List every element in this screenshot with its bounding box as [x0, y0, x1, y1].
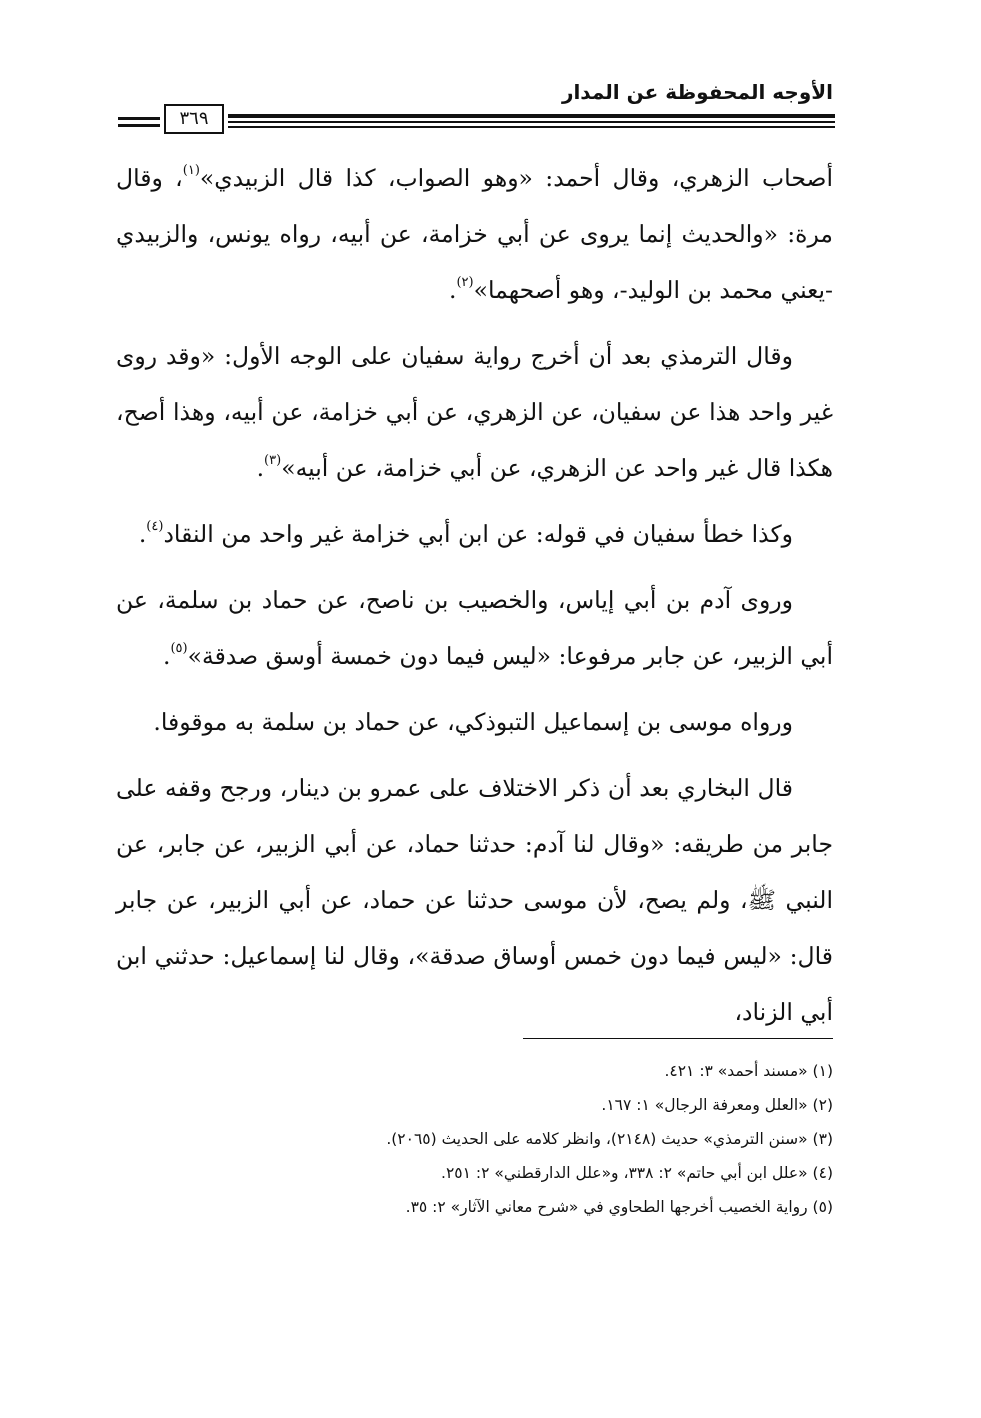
running-title: الأوجه المحفوظة عن المدار — [561, 80, 833, 104]
footnote: (٤) «علل ابن أبي حاتم» ٢: ٣٣٨، و«علل الدارقطني» ٢: ٢٥١. — [441, 1164, 833, 1182]
paragraph — [116, 328, 833, 496]
text-run: وروى آدم بن أبي إياس، والخصيب بن ناصح، عن حماد بن سلمة، عن أبي الزبير، عن جابر مرفوعا: «ليس فيما دون خمسة أوسق صدقة» — [116, 586, 833, 670]
footnote-ref: (٣) — [264, 453, 282, 468]
paragraph — [116, 694, 833, 750]
paragraph — [116, 506, 833, 562]
text-run: أصحاب الزهري، وقال أحمد: «وهو الصواب، كذا قال الزبيدي» — [199, 164, 833, 192]
header-rule — [228, 114, 835, 118]
footnote-separator — [523, 1038, 833, 1039]
text-run: . — [448, 276, 457, 304]
header-rule-thin — [228, 126, 835, 128]
text-run: ، وقال مرة: «والحديث إنما يروى عن أبي خزامة، عن أبيه، رواه يونس، والزبيدي -يعني محمد بن الوليد-، وهو أصحهما» — [116, 164, 833, 304]
text-run: . — [138, 520, 147, 548]
main-text — [116, 150, 833, 1050]
header-rule-thin — [228, 121, 835, 123]
text-run: . — [162, 642, 171, 670]
text-run: ورواه موسى بن إسماعيل التبوذكي، عن حماد بن سلمة به موقوفا. — [153, 708, 793, 736]
footnote: (٥) رواية الخصيب أخرجها الطحاوي في «شرح معاني الآثار» ٢: ٣٥. — [405, 1198, 833, 1216]
text-run: وقال الترمذي بعد أن أخرج رواية سفيان على الوجه الأول: «وقد روى غير واحد هذا عن سفيان، عن الزهري، عن أبي خزامة، عن أبيه، وهذا أصح، هكذا قال غير واحد عن الزهري، عن أبي خزامة، عن أبيه» — [116, 342, 833, 482]
footnote: (٢) «العلل ومعرفة الرجال» ١: ١٦٧. — [601, 1096, 833, 1114]
footnotes — [116, 1054, 833, 1224]
page-number: ٣٦٩ — [164, 104, 224, 134]
paragraph — [116, 572, 833, 684]
text-run: قال البخاري بعد أن ذكر الاختلاف على عمرو بن دينار، ورجح وقفه على جابر من طريقه: «وقال لنا آدم: حدثنا حماد، عن أبي الزبير، عن جابر، عن النبي ﷺ، ولم يصح، لأن موسى حدثنا عن حماد، عن أبي الزبير، عن جابر قال: «ليس فيما دون خمس أوساق صدقة»، وقال لنا إسماعيل: حدثني ابن أبي الزناد، — [116, 774, 833, 1026]
paragraph — [116, 760, 833, 1040]
footnote: (١) «مسند أحمد» ٣: ٤٢١. — [664, 1062, 833, 1080]
footnote-ref: (١) — [182, 163, 200, 178]
footnote-ref: (٢) — [456, 275, 474, 290]
text-run: وكذا خطأ سفيان في قوله: عن ابن أبي خزامة غير واحد من النقاد — [163, 520, 793, 548]
footnote: (٣) «سنن الترمذي» حديث (٢١٤٨)، وانظر كلامه على الحديث (٢٠٦٥). — [386, 1130, 833, 1148]
header-rule-left — [118, 117, 160, 120]
paragraph — [116, 150, 833, 318]
footnote-ref: (٤) — [146, 519, 164, 534]
text-run: . — [256, 454, 265, 482]
footnote-ref: (٥) — [170, 641, 188, 656]
header-rule-left — [118, 124, 160, 127]
